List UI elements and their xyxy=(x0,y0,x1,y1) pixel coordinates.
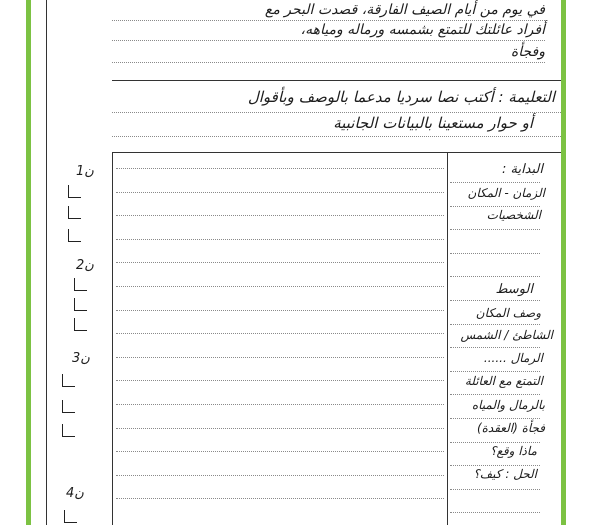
sidebar-line xyxy=(450,206,540,207)
story-rule-1 xyxy=(112,20,545,21)
story-rule-2 xyxy=(112,40,545,41)
instruction-line-2: أو حوار مستعينا بالبيانات الجانبية xyxy=(333,114,533,132)
writing-line xyxy=(116,333,444,334)
sidebar-middle-item-3: الرمال ...... xyxy=(483,351,543,365)
sidebar-middle-item-1: وصف المكان xyxy=(475,306,541,320)
writing-line xyxy=(116,498,444,499)
sidebar-line xyxy=(450,347,540,348)
margin-bracket xyxy=(74,318,87,331)
writing-line xyxy=(116,262,444,263)
writing-line xyxy=(116,404,444,405)
sidebar-line xyxy=(450,512,540,513)
sidebar-line xyxy=(450,276,540,277)
instruction-line-1: التعليمة : أكتب نصا سرديا مدعما بالوصف وبأقوال xyxy=(247,88,555,106)
writing-line xyxy=(116,310,444,311)
writing-line xyxy=(116,357,444,358)
margin-score-3: 3ن xyxy=(72,351,90,366)
margin-bracket xyxy=(64,510,77,523)
sidebar-middle-item-7: ماذا وقع؟ xyxy=(490,444,537,458)
margin-bracket xyxy=(62,374,75,387)
writing-line xyxy=(116,451,444,452)
story-line-2: أفراد عائلتك للتمتع بشمسه ورماله ومياهه، xyxy=(300,22,545,38)
sidebar-middle-item-8: الحل : كيف؟ xyxy=(473,467,537,481)
margin-score-2: 2ن xyxy=(76,258,94,273)
sidebar-line xyxy=(450,442,540,443)
writing-line xyxy=(116,380,444,381)
writing-line xyxy=(116,239,444,240)
margin-bracket xyxy=(74,278,87,291)
grid-left-rule xyxy=(112,152,113,525)
sidebar-middle-item-5: بالرمال والمياه xyxy=(471,398,545,412)
story-line-3: وفجأة xyxy=(510,44,545,60)
grid-top-rule xyxy=(112,152,561,153)
sidebar-middle-item-6: فجأة (العقدة) xyxy=(476,421,545,435)
sidebar-line xyxy=(450,394,540,395)
sidebar-middle-item-2: الشاطئ / الشمس xyxy=(460,328,553,342)
sidebar-line xyxy=(450,182,540,183)
writing-line xyxy=(116,428,444,429)
writing-line xyxy=(116,286,444,287)
margin-bracket xyxy=(68,206,81,219)
writing-line xyxy=(116,168,444,169)
sidebar-line xyxy=(450,489,540,490)
grid-divider-rule xyxy=(447,152,448,525)
sidebar-line xyxy=(450,324,540,325)
instruction-top-rule xyxy=(112,80,561,81)
sidebar-line xyxy=(450,418,540,419)
story-rule-3 xyxy=(112,62,545,63)
sidebar-line xyxy=(450,229,540,230)
story-line-1: في يوم من أيام الصيف الفارقة، قصدت البحر مع xyxy=(264,2,545,18)
sidebar-line xyxy=(450,371,540,372)
writing-line xyxy=(116,475,444,476)
margin-bracket xyxy=(62,424,75,437)
sidebar-line xyxy=(450,300,540,301)
writing-line xyxy=(116,192,444,193)
sidebar-beginning-item-2: الشخصيات xyxy=(486,208,541,222)
inner-left-rule xyxy=(46,0,47,525)
margin-bracket xyxy=(68,229,81,242)
sidebar-beginning-item-1: الزمان - المكان xyxy=(467,186,545,200)
margin-score-4: 4ن xyxy=(66,486,84,501)
sidebar-middle-item-4: التمتع مع العائلة xyxy=(464,374,543,388)
instruction-rule-1 xyxy=(112,112,561,113)
sidebar-beginning-title: البداية : xyxy=(501,162,543,177)
margin-score-1: 1ن xyxy=(76,164,94,179)
margin-bracket xyxy=(74,298,87,311)
margin-bracket xyxy=(62,400,75,413)
sidebar-middle-title: الوسط xyxy=(495,282,533,297)
instruction-rule-2 xyxy=(112,136,561,137)
writing-line xyxy=(116,215,444,216)
sidebar-line xyxy=(450,253,540,254)
margin-bracket xyxy=(68,185,81,198)
